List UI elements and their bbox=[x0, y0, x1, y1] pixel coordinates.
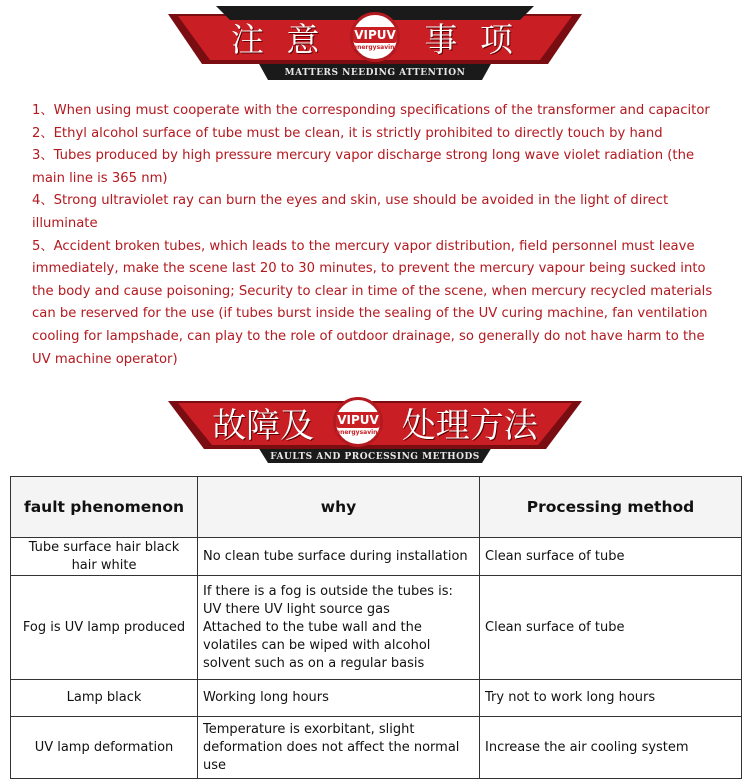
header-why: why bbox=[198, 477, 480, 538]
fault-cell: Tube surface hair black hair white bbox=[11, 538, 198, 576]
why-cell bbox=[198, 717, 480, 779]
why-line: If there is a fog is outside the tubes is: bbox=[203, 583, 453, 599]
vipuv-logo bbox=[333, 397, 383, 447]
attention-notes bbox=[32, 100, 727, 371]
vipuv-logo-subtext: energysaving bbox=[336, 429, 382, 436]
attention-banner bbox=[0, 0, 750, 86]
vipuv-logo-subtext: energysaving bbox=[353, 44, 399, 51]
fault-cell: Lamp black bbox=[11, 680, 198, 717]
method-cell: Try not to work long hours bbox=[480, 680, 742, 717]
note-item: 2、Ethyl alcohol surface of tube must be clean, it is strictly prohibited to directly touch by hand bbox=[32, 125, 663, 141]
vipuv-logo-text: VIPUV bbox=[354, 28, 396, 42]
table-header-row bbox=[11, 477, 742, 538]
note-item: 1、When using must cooperate with the corresponding specifications of the transformer and capacitor bbox=[32, 103, 710, 118]
why-line: UV there UV light source gas bbox=[203, 601, 390, 617]
header-fault-phenomenon: fault phenomenon bbox=[11, 477, 198, 538]
method-cell: Clean surface of tube bbox=[480, 538, 742, 576]
why-cell bbox=[198, 576, 480, 680]
header-processing-method: Processing method bbox=[480, 477, 742, 538]
fault-cell: UV lamp deformation bbox=[11, 717, 198, 779]
faults-banner-title bbox=[0, 397, 750, 447]
attention-banner-subtitle: MATTERS NEEDING ATTENTION bbox=[284, 68, 466, 78]
why-cell bbox=[198, 680, 480, 717]
faults-title-right: 处理方法 bbox=[401, 405, 538, 446]
why-line: Temperature is exorbitant, slight deformation does not affect the normal use bbox=[203, 721, 460, 773]
table-row bbox=[11, 576, 742, 680]
vipuv-logo-text: VIPUV bbox=[337, 413, 379, 427]
table-row bbox=[11, 538, 742, 576]
note-item: 3、Tubes produced by high pressure mercury vapor discharge strong long wave violet radiation (the main line is 365 nm) bbox=[32, 148, 695, 186]
why-line: No clean tube surface during installation bbox=[203, 548, 468, 564]
note-item: 5、Accident broken tubes, which leads to the mercury vapor distribution, field personnel must leave immediately, make the scene last 20 to 30 minutes, to prevent the mercury vapour being sucked into the body and cause poisoning; Security to clear in time of the scene, when mercury recycled materials can be reserved for the use (if tubes burst inside the sealing of the UV curing machine, fan ventilation cooling for lampshade, can play to the role of outdoor drainage, so generally do not have harm to the UV machine operator) bbox=[32, 238, 713, 367]
why-line: Attached to the tube wall and the volatiles can be wiped with alcohol solvent such as on a regular basis bbox=[203, 619, 431, 671]
vipuv-logo bbox=[350, 12, 400, 62]
why-line: Working long hours bbox=[203, 690, 329, 705]
faults-banner-subtitle: FAULTS AND PROCESSING METHODS bbox=[270, 452, 480, 462]
faults-title-left: 故障及 bbox=[212, 405, 315, 446]
note-item: 4、Strong ultraviolet ray can burn the eyes and skin, use should be avoided in the light of direct illuminate bbox=[32, 193, 669, 231]
fault-cell: Fog is UV lamp produced bbox=[11, 576, 198, 680]
faults-table bbox=[10, 476, 742, 779]
table-row bbox=[11, 680, 742, 717]
table-row bbox=[11, 717, 742, 779]
faults-banner bbox=[0, 395, 750, 467]
attention-banner-title bbox=[0, 12, 750, 62]
why-cell bbox=[198, 538, 480, 576]
attention-title-right: 事 项 bbox=[424, 19, 519, 59]
attention-title-left: 注 意 bbox=[231, 19, 326, 59]
method-cell: Clean surface of tube bbox=[480, 576, 742, 680]
method-cell: Increase the air cooling system bbox=[480, 717, 742, 779]
